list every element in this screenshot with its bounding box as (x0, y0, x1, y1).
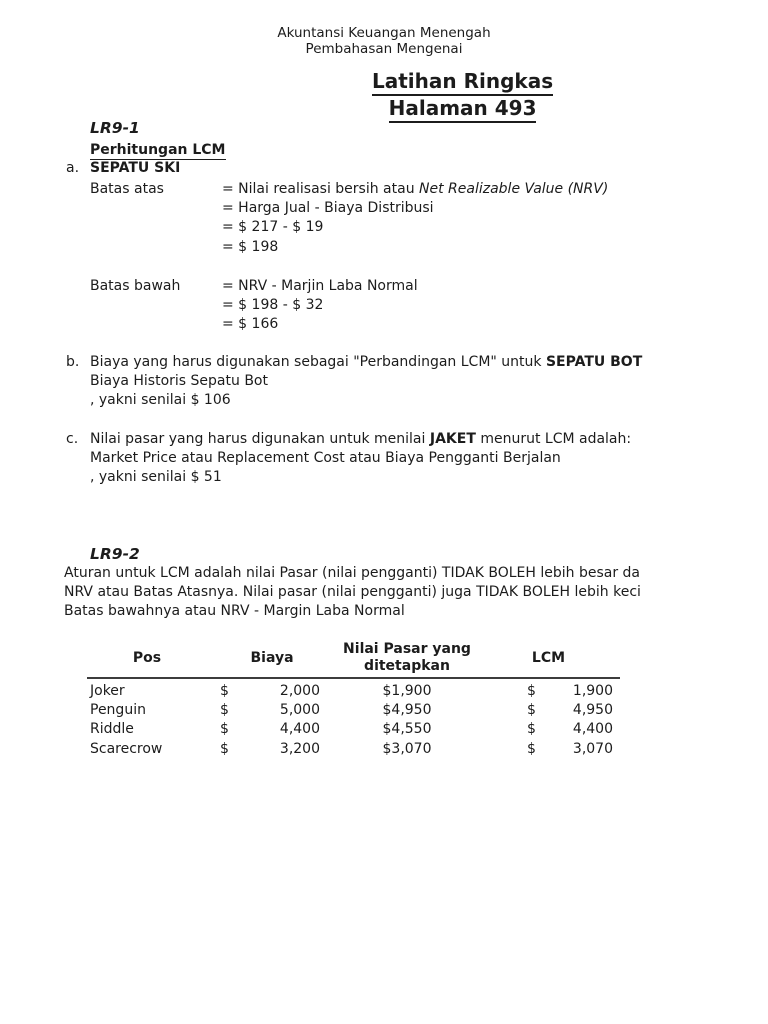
lr9-2-para-line-3: Batas bawahnya atau NRV - Margin Laba Normal (64, 603, 405, 620)
section-heading-lr9-1: LR9-1 (90, 119, 140, 137)
lcm-value: 1,900 (572, 683, 613, 699)
lcm-value: 4,400 (572, 721, 613, 738)
nrv-term-italic: Net Realizable Value (NRV) (419, 181, 609, 197)
cell-pos: Penguin (90, 702, 146, 719)
currency-symbol: $ (220, 721, 229, 738)
cell-pos: Riddle (90, 721, 134, 738)
cell-pos: Joker (90, 683, 125, 699)
currency-symbol: $ (220, 740, 229, 757)
column-header-pos: Pos (132, 649, 162, 666)
batas-bawah-block (90, 277, 418, 335)
item-c-line-2: Market Price atau Replacement Cost atau Biaya Pengganti Berjalan (90, 450, 561, 467)
cell-biaya (207, 740, 337, 759)
lr9-2-paragraph (64, 564, 641, 622)
batas-bawah-eq-3: = $ 166 (222, 316, 279, 333)
batas-bawah-eq-1: = NRV - Marjin Laba Normal (222, 278, 418, 294)
cell-lcm (477, 720, 620, 739)
cell-pos: Scarecrow (90, 740, 163, 757)
biaya-value: 2,000 (279, 683, 320, 699)
item-b-emphasis: SEPATU BOT (545, 354, 643, 370)
cell-lcm (477, 701, 620, 720)
currency-symbol: $ (527, 721, 536, 738)
item-c-emphasis: JAKET (429, 431, 476, 447)
subheading-text: Perhitungan LCM (90, 142, 226, 158)
column-header-lcm: LCM (531, 649, 566, 666)
cell-nilai-pasar: $3,070 (382, 740, 432, 757)
item-c (66, 430, 631, 488)
currency-symbol: $ (220, 683, 229, 699)
item-b-line-2: Biaya Historis Sepatu Bot (90, 373, 268, 390)
item-b-line-1: b. Biaya yang harus digunakan sebagai "Perbandingan LCM" untuk SEPATU BOT (66, 353, 642, 372)
section-heading-lr9-2: LR9-2 (90, 545, 140, 563)
header-line-1: Akuntansi Keuangan Menengah (277, 25, 491, 41)
cell-nilai-pasar: $4,550 (382, 721, 432, 738)
section-subheading-perhitungan-lcm (90, 141, 226, 160)
item-c-line-3: , yakni senilai $ 51 (90, 469, 222, 486)
column-header-biaya: Biaya (250, 649, 294, 666)
batas-atas-eq-2: = Harga Jual - Biaya Distribusi (222, 200, 434, 217)
column-header-nilai-pasar: Nilai Pasar yang ditetapkan (343, 641, 471, 674)
cell-biaya (207, 720, 337, 739)
item-b-marker: b. (66, 354, 80, 370)
table-body (87, 679, 620, 759)
currency-symbol: $ (527, 702, 536, 719)
cell-biaya (207, 701, 337, 720)
currency-symbol: $ (220, 702, 229, 719)
cell-nilai-pasar: $1,900 (382, 683, 432, 699)
cell-lcm (477, 682, 620, 701)
currency-symbol: $ (527, 740, 536, 757)
lcm-value: 4,950 (572, 702, 613, 719)
table-row (87, 740, 620, 759)
title-line-1: Latihan Ringkas (372, 69, 553, 96)
item-a-marker: a. (66, 160, 80, 176)
item-c-line-1: c. Nilai pasar yang harus digunakan untuk menilai JAKET menurut LCM adalah: (66, 430, 631, 449)
header-line-2: Pembahasan Mengenai (305, 41, 463, 57)
lr9-2-para-line-1: Aturan untuk LCM adalah nilai Pasar (nilai pengganti) TIDAK BOLEH lebih besar da (64, 565, 640, 581)
cell-nilai-pasar: $4,950 (382, 702, 432, 719)
biaya-value: 3,200 (279, 740, 320, 757)
table-row (87, 720, 620, 739)
batas-atas-eq-3: = $ 217 - $ 19 (222, 219, 324, 236)
cell-biaya (207, 682, 337, 701)
item-b (66, 353, 642, 411)
doc-title (372, 69, 553, 123)
biaya-value: 5,000 (279, 702, 320, 719)
batas-atas-eq-1: = Nilai realisasi bersih atau Net Realizable Value (NRV) (222, 181, 609, 197)
batas-bawah-eq-2: = $ 198 - $ 32 (222, 297, 324, 314)
batas-atas-label: Batas atas (90, 181, 164, 197)
batas-atas-block (90, 180, 608, 257)
item-a (66, 159, 180, 178)
lr9-2-para-line-2: NRV atau Batas Atasnya. Nilai pasar (nilai pengganti) juga TIDAK BOLEH lebih keci (64, 584, 641, 601)
item-c-marker: c. (66, 431, 79, 447)
batas-atas-eq-4: = $ 198 (222, 238, 279, 255)
item-b-line-3: , yakni senilai $ 106 (90, 392, 231, 409)
lcm-value: 3,070 (572, 740, 613, 757)
table-row (87, 682, 620, 701)
doc-header (0, 25, 768, 57)
item-a-title: SEPATU SKI (90, 160, 181, 176)
lcm-table (87, 641, 620, 759)
biaya-value: 4,400 (279, 721, 320, 738)
table-header-row (87, 641, 620, 679)
currency-symbol: $ (527, 683, 536, 699)
cell-lcm (477, 740, 620, 759)
table-row (87, 701, 620, 720)
batas-bawah-label: Batas bawah (90, 278, 181, 294)
title-line-2: Halaman 493 (389, 96, 537, 123)
